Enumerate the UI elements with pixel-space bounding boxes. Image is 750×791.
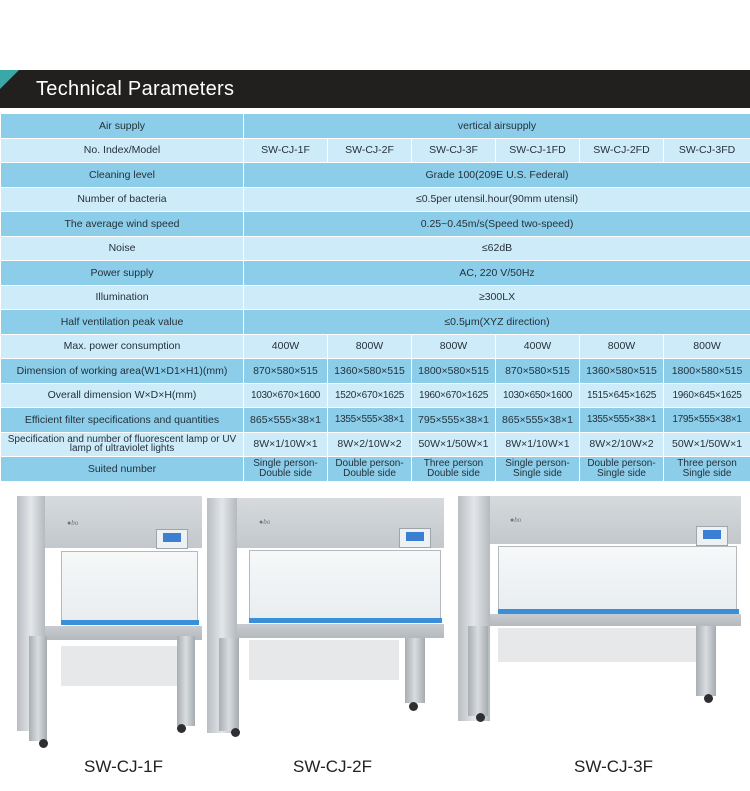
table-row	[1, 236, 750, 261]
row-value: ≥300LX	[244, 285, 750, 310]
table-row	[1, 432, 750, 457]
table-cell: 1960×670×1625	[412, 383, 496, 408]
row-label: Dimension of working area(W1×D1×H1)(mm)	[1, 359, 244, 384]
table-cell: 8W×1/10W×1	[244, 432, 328, 457]
product-image-2	[207, 498, 444, 748]
row-label: Suited number	[1, 457, 244, 482]
table-row	[1, 187, 750, 212]
table-cell: SW-CJ-2F	[328, 138, 412, 163]
table-cell: 1030×650×1600	[496, 383, 580, 408]
row-label: Cleaning level	[1, 163, 244, 188]
table-cell: 870×580×515	[244, 359, 328, 384]
table-row	[1, 285, 750, 310]
table-cell: 1355×555×38×1	[328, 408, 412, 433]
row-label: The average wind speed	[1, 212, 244, 237]
table-cell: 8W×2/10W×2	[328, 432, 412, 457]
uv-light-strip	[61, 620, 199, 625]
table-cell: 1800×580×515	[664, 359, 750, 384]
row-value: vertical airsupply	[244, 114, 750, 139]
product-photos	[0, 488, 750, 791]
product-image-1	[17, 496, 202, 746]
table-cell: Single person-Single side	[496, 457, 580, 482]
uv-light-strip	[249, 618, 442, 623]
table-cell: Three person Double side	[412, 457, 496, 482]
row-value: Grade 100(209E U.S. Federal)	[244, 163, 750, 188]
product-image-3	[458, 496, 741, 736]
table-cell: 1795×555×38×1	[664, 408, 750, 433]
row-label: Noise	[1, 236, 244, 261]
table-cell: 870×580×515	[496, 359, 580, 384]
section-title: Technical Parameters	[36, 78, 235, 100]
table-cell: 1520×670×1625	[328, 383, 412, 408]
table-cell: Three person Single side	[664, 457, 750, 482]
product-model-label-2: SW-CJ-2F	[293, 757, 373, 776]
brand-logo-mark: ●bo	[259, 518, 271, 526]
row-value: AC, 220 V/50Hz	[244, 261, 750, 286]
table-cell: 8W×1/10W×1	[496, 432, 580, 457]
table-cell: 1360×580×515	[580, 359, 664, 384]
row-label: Illumination	[1, 285, 244, 310]
table-cell: 8W×2/10W×2	[580, 432, 664, 457]
row-label: Power supply	[1, 261, 244, 286]
row-value: ≤62dB	[244, 236, 750, 261]
table-cell: 1355×555×38×1	[580, 408, 664, 433]
table-cell: 400W	[496, 334, 580, 359]
table-cell: 1800×580×515	[412, 359, 496, 384]
header-accent-triangle	[0, 70, 19, 89]
table-row	[1, 212, 750, 237]
table-cell: SW-CJ-3F	[412, 138, 496, 163]
row-label: Half ventilation peak value	[1, 310, 244, 335]
product-model-label-3: SW-CJ-3F	[574, 757, 654, 776]
table-cell: 800W	[412, 334, 496, 359]
table-cell: SW-CJ-3FD	[664, 138, 750, 163]
table-row	[1, 359, 750, 384]
table-cell: 1030×670×1600	[244, 383, 328, 408]
control-panel	[696, 526, 728, 546]
row-label: Number of bacteria	[1, 187, 244, 212]
table-row	[1, 114, 750, 139]
row-value: 0.25~0.45m/s(Speed two-speed)	[244, 212, 750, 237]
table-cell: Double person-Double side	[328, 457, 412, 482]
table-cell: SW-CJ-2FD	[580, 138, 664, 163]
row-label: No. Index/Model	[1, 138, 244, 163]
table-cell: 865×555×38×1	[244, 408, 328, 433]
table-cell: 400W	[244, 334, 328, 359]
table-cell: 865×555×38×1	[496, 408, 580, 433]
table-cell: 800W	[328, 334, 412, 359]
table-cell: 1960×645×1625	[664, 383, 750, 408]
row-label: Overall dimension W×D×H(mm)	[1, 383, 244, 408]
table-cell: SW-CJ-1FD	[496, 138, 580, 163]
table-row	[1, 457, 750, 482]
row-label: Specification and number of fluorescent lamp or UV lamp of ultraviolet lights	[1, 432, 244, 457]
brand-logo-mark: ●bo	[67, 519, 79, 527]
table-row	[1, 138, 750, 163]
control-panel	[156, 529, 188, 549]
table-cell: 50W×1/50W×1	[412, 432, 496, 457]
row-label: Max. power consumption	[1, 334, 244, 359]
table-row	[1, 383, 750, 408]
table-cell: 50W×1/50W×1	[664, 432, 750, 457]
table-cell: SW-CJ-1F	[244, 138, 328, 163]
table-cell: Single person-Double side	[244, 457, 328, 482]
row-value: ≤0.5μm(XYZ direction)	[244, 310, 750, 335]
spec-table	[0, 113, 750, 482]
row-label: Efficient filter specifications and quantities	[1, 408, 244, 433]
table-cell: 800W	[580, 334, 664, 359]
row-value: ≤0.5per utensil.hour(90mm utensil)	[244, 187, 750, 212]
brand-logo-mark: ●bo	[510, 516, 522, 524]
table-row	[1, 334, 750, 359]
section-header	[0, 70, 750, 108]
product-model-label-1: SW-CJ-1F	[84, 757, 164, 776]
table-row	[1, 261, 750, 286]
table-row	[1, 408, 750, 433]
table-cell: 1360×580×515	[328, 359, 412, 384]
table-cell: Double person-Single side	[580, 457, 664, 482]
table-cell: 1515×645×1625	[580, 383, 664, 408]
table-cell: 795×555×38×1	[412, 408, 496, 433]
table-cell: 800W	[664, 334, 750, 359]
row-label: Air supply	[1, 114, 244, 139]
table-row	[1, 163, 750, 188]
table-row	[1, 310, 750, 335]
control-panel	[399, 528, 431, 548]
